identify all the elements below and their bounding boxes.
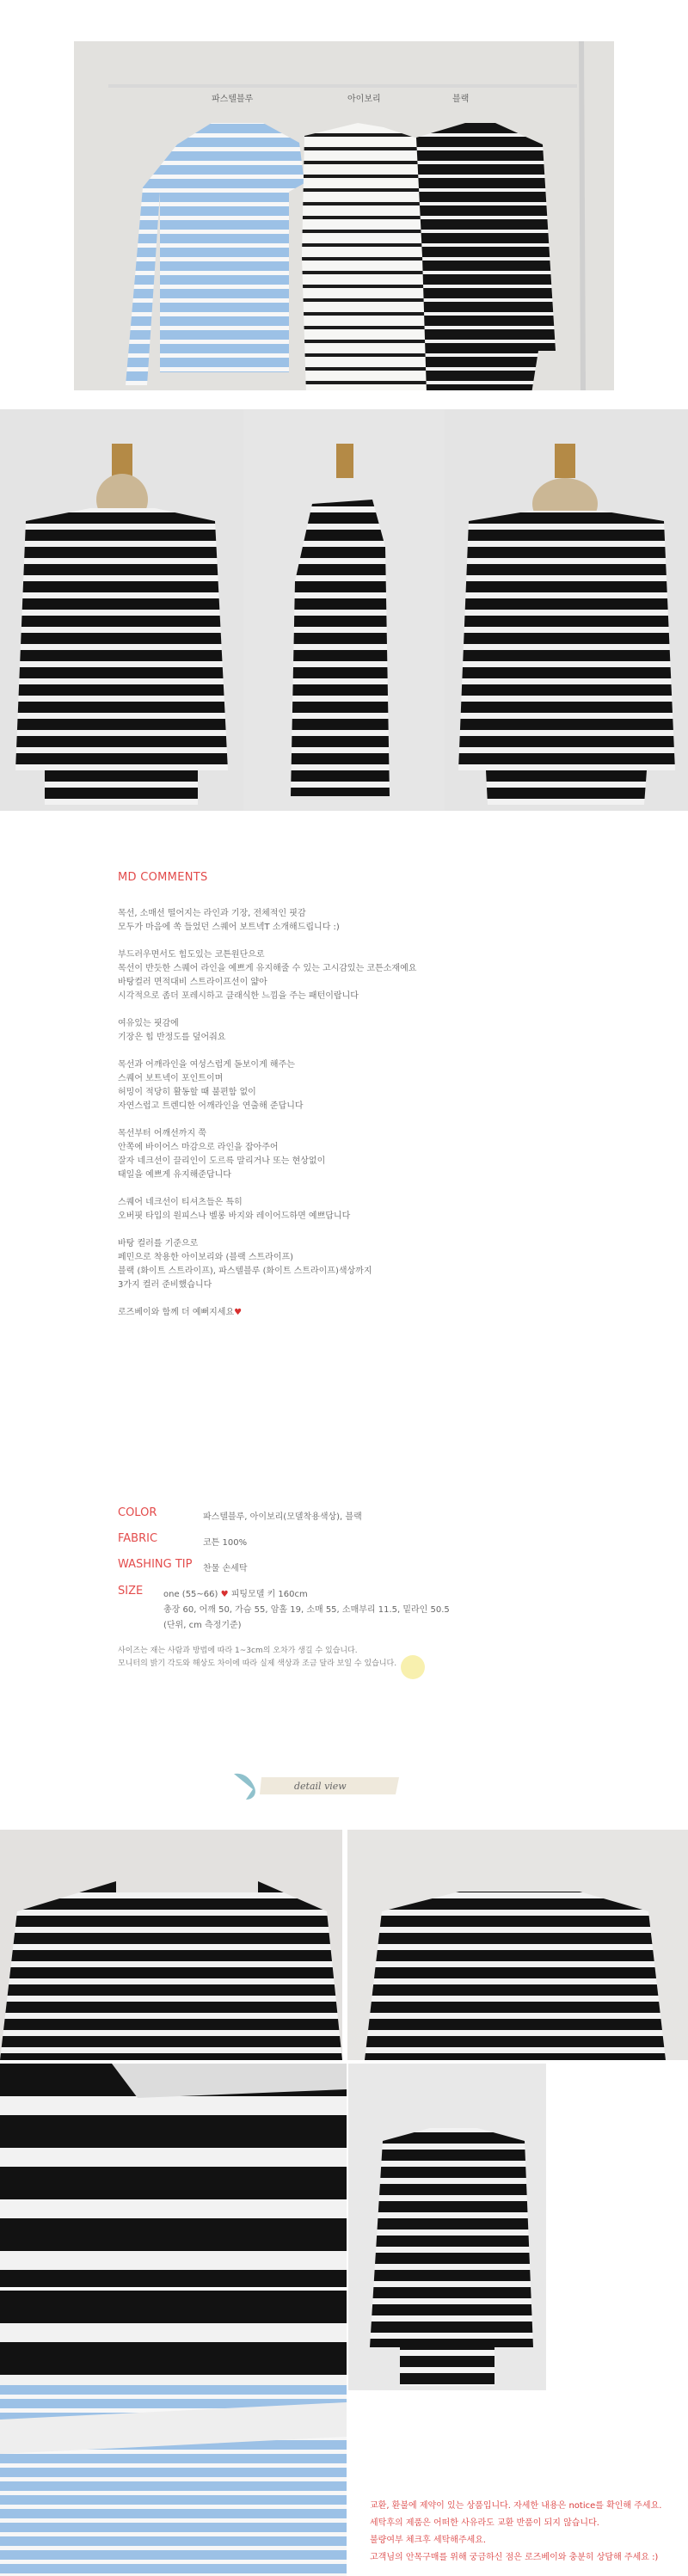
spec-size-label: SIZE bbox=[118, 1585, 144, 1598]
heart-icon: ♥ bbox=[234, 1308, 243, 1317]
detail-photo-shoulder bbox=[0, 2064, 347, 2287]
size-value: one (55~66) bbox=[163, 1590, 218, 1599]
purchase-notice bbox=[370, 2498, 679, 2567]
md-line: 오버핏 타입의 원피스나 벨롱 바지와 레이어드하면 예쁘답니다 bbox=[118, 1211, 351, 1221]
md-line: 안쪽에 바이어스 마감으로 라인을 잡아주어 bbox=[118, 1143, 279, 1152]
size-note-1: 사이즈는 재는 사람과 방법에 따라 1~3cm의 오차가 생길 수 있습니다. bbox=[118, 1647, 358, 1655]
md-paragraph bbox=[118, 1017, 599, 1045]
detail-photo-neckline-front bbox=[0, 1830, 342, 2060]
detail-photo-fabric-blue bbox=[0, 2385, 347, 2576]
notice-line: 교환, 환불에 제약이 있는 상품입니다. 자세한 내용은 notice를 확인해 주세요. bbox=[370, 2501, 662, 2511]
md-line: 스퀘어 네크선이 티셔츠들은 특히 bbox=[118, 1198, 243, 1207]
md-line: 시각적으로 좀더 포레시하고 클래식한 느낌을 주는 패턴이랍니다 bbox=[118, 991, 359, 1001]
md-line: 블랙 (화이트 스트라이프), 파스텔블루 (화이트 스트라이프)색상까지 bbox=[118, 1267, 372, 1276]
detail-view-tag bbox=[227, 1769, 406, 1801]
spec-washing-value: 찬물 손세탁 bbox=[203, 1564, 248, 1573]
size-note-2: 모니터의 밝기 각도와 해상도 차이에 따라 실제 색상과 조금 달라 보일 수 있습니다. bbox=[118, 1659, 397, 1668]
highlight-dot bbox=[401, 1655, 425, 1679]
md-line: 잘자 네크선이 끌리인이 도르륵 말리거나 또는 현상없이 bbox=[118, 1156, 326, 1166]
hero-photo bbox=[74, 41, 614, 390]
md-paragraph bbox=[118, 1058, 599, 1113]
md-line: 바탕 컬러를 기준으로 bbox=[118, 1239, 199, 1248]
model-height: 피팅모델 키 160cm bbox=[230, 1590, 308, 1599]
spec-fabric-value: 코튼 100% bbox=[203, 1538, 248, 1548]
md-paragraph bbox=[118, 907, 599, 935]
md-line: 태일을 예쁘게 유지해준답니다 bbox=[118, 1170, 231, 1180]
notice-line: 고객님의 안목구매를 위해 궁금하신 점은 로즈베이와 충분히 상담해 주세요 :) bbox=[370, 2553, 659, 2562]
md-line: 여유있는 핏감에 bbox=[118, 1019, 179, 1028]
md-line: 3가지 컬러 준비했습니다 bbox=[118, 1280, 212, 1290]
md-line: 페민으로 착용한 아이보리와 (블랙 스트라이프) bbox=[118, 1253, 294, 1262]
md-closing bbox=[118, 1306, 599, 1320]
spec-color-label: COLOR bbox=[118, 1506, 157, 1519]
detail-photo-fabric-black bbox=[0, 2291, 347, 2385]
md-closing-text: 로즈베이와 함께 더 예뻐지세요 bbox=[118, 1308, 235, 1317]
spec-washing-label: WASHING TIP bbox=[118, 1558, 193, 1571]
mannequin-back-photo bbox=[445, 409, 688, 811]
spec-fabric-label: FABRIC bbox=[118, 1532, 158, 1545]
spec-color-value: 파스텔블루, 아이보리(모델착용색상), 블랙 bbox=[203, 1512, 362, 1522]
detail-view-label: detail view bbox=[294, 1781, 347, 1792]
md-comments-body bbox=[118, 907, 599, 1320]
md-line: 목선부터 어깨선까지 쭉 bbox=[118, 1129, 206, 1138]
size-notes bbox=[118, 1645, 599, 1671]
heart-icon: ♥ bbox=[220, 1590, 229, 1599]
md-line: 모두가 마음에 쏙 들었던 스퀘어 보트넥T 소개해드립니다 :) bbox=[118, 923, 340, 932]
size-line-1 bbox=[163, 1587, 450, 1603]
md-line: 목선, 소매선 떨어지는 라인과 기장, 전체적인 핏감 bbox=[118, 909, 306, 918]
notice-line: 세탁후의 제품은 어떠한 사유라도 교환 반품이 되지 않습니다. bbox=[370, 2518, 599, 2528]
hero-label-black: 블랙 bbox=[452, 95, 470, 104]
md-line: 목선이 반듯한 스퀘어 라인을 예쁘게 유지해줄 수 있는 고시감있는 코튼소재예요 bbox=[118, 964, 417, 973]
spec-size-values bbox=[163, 1587, 450, 1634]
md-paragraph bbox=[118, 1127, 599, 1182]
md-paragraph bbox=[118, 1237, 599, 1292]
notice-line: 불량여부 체크후 세탁해주세요. bbox=[370, 2536, 487, 2545]
size-line-2: 총장 60, 어깨 50, 가슴 55, 암홀 19, 소매 55, 소매부리 11.5, 밑라인 50.5 bbox=[163, 1605, 450, 1615]
mannequin-front-photo bbox=[0, 409, 243, 811]
md-paragraph bbox=[118, 948, 599, 1003]
size-line-3: (단위, cm 측정기준) bbox=[163, 1621, 242, 1630]
hero-label-blue: 파스텔블루 bbox=[212, 95, 254, 104]
md-line: 목선과 어깨라인을 여성스럽게 돋보이게 해주는 bbox=[118, 1060, 295, 1070]
md-paragraph bbox=[118, 1196, 599, 1224]
detail-photo-neckline-back bbox=[347, 1830, 688, 2060]
md-line: 부드러우면서도 힘도있는 코튼원단으로 bbox=[118, 950, 265, 960]
md-line: 허밍이 적당히 활동할 때 불편함 없이 bbox=[118, 1088, 256, 1097]
md-line: 바탕컬러 면적대비 스트라이프선이 얇아 bbox=[118, 978, 267, 987]
hero-label-ivory: 아이보리 bbox=[347, 95, 381, 104]
md-line: 기장은 힙 반정도를 덮어줘요 bbox=[118, 1033, 226, 1042]
detail-photo-mannequin bbox=[348, 2064, 546, 2390]
hero-illustration bbox=[74, 41, 614, 390]
md-line: 자연스럽고 트렌디한 어깨라인을 연출해 준답니다 bbox=[118, 1101, 304, 1111]
md-comments-title: MD COMMENTS bbox=[118, 871, 208, 884]
mannequin-side-photo bbox=[243, 409, 445, 811]
md-line: 스퀘어 보트넥이 포인트이며 bbox=[118, 1074, 224, 1083]
